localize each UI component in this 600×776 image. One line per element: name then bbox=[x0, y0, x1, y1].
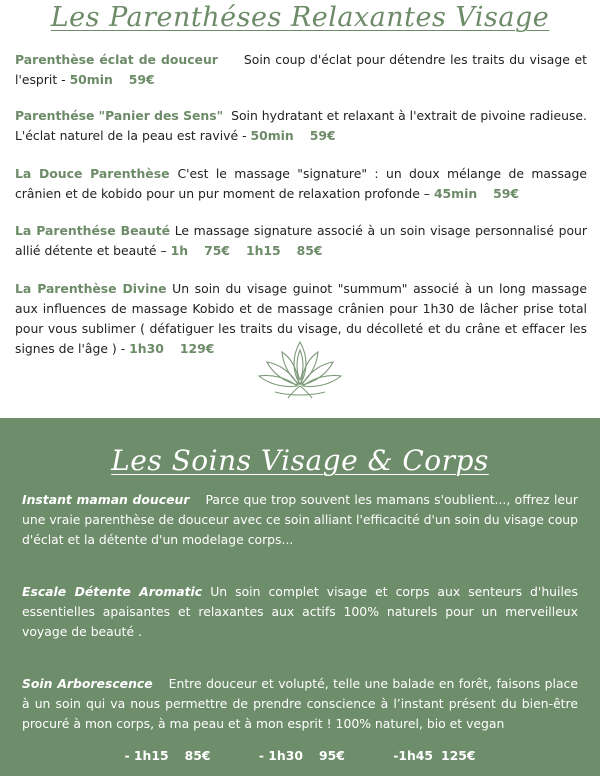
service-name: Parenthése "Panier des Sens" bbox=[15, 108, 224, 123]
service-description: Entre douceur et volupté, telle une balade en forêt, faisons place à un soin qui va nous permettre de prendre conscience à l’instant présent du bien-être procuré à mon corps, à ma peau et à mon esprit ! 100% naturel, bio et vegan bbox=[22, 676, 578, 731]
list-item bbox=[15, 50, 587, 90]
price-list bbox=[0, 748, 600, 763]
service-price: 59€ bbox=[128, 72, 155, 87]
price-duration: - 1h15 bbox=[124, 748, 169, 763]
service-name: Instant maman douceur bbox=[22, 492, 190, 507]
list-item bbox=[15, 106, 587, 146]
service-duration: 45min bbox=[433, 186, 478, 201]
price-amount: 125€ bbox=[441, 748, 476, 763]
service-duration: 1h bbox=[170, 243, 189, 258]
service-name: Soin Arborescence bbox=[22, 676, 153, 691]
service-duration: 1h15 bbox=[245, 243, 281, 258]
service-name: Parenthèse éclat de douceur bbox=[15, 52, 218, 67]
service-name: La Parenthése Beauté bbox=[15, 223, 171, 238]
service-description: Un soin complet visage et corps aux senteurs d'huiles essentielles apaisantes et relaxantes aux actifs 100% naturels pour un merveilleux voyage de beauté . bbox=[22, 584, 578, 639]
service-description: C'est le massage "signature" : un doux mélange de massage crânien et de kobido pour un pur moment de relaxation profonde – bbox=[15, 166, 587, 201]
list-item bbox=[22, 490, 578, 550]
service-duration: 1h30 bbox=[129, 341, 164, 356]
price-option bbox=[393, 748, 475, 763]
list-item bbox=[22, 582, 578, 642]
body-care-section bbox=[0, 418, 600, 776]
service-price: 75€ bbox=[204, 243, 230, 258]
price-option bbox=[259, 748, 345, 763]
list-item bbox=[15, 164, 587, 204]
service-name: La Parenthèse Divine bbox=[15, 281, 167, 296]
service-name: La Douce Parenthèse bbox=[15, 166, 170, 181]
service-description: Soin coup d'éclat pour détendre les traits du visage et l'esprit - bbox=[15, 52, 587, 87]
list-item bbox=[15, 221, 587, 261]
service-name: Escale Détente Aromatic bbox=[22, 584, 203, 599]
price-option bbox=[124, 748, 210, 763]
service-duration: 50min bbox=[250, 128, 294, 143]
lotus-icon bbox=[255, 338, 345, 400]
price-amount: 85€ bbox=[184, 748, 211, 763]
list-item bbox=[22, 674, 578, 734]
service-price: 85€ bbox=[296, 243, 323, 258]
price-amount: 95€ bbox=[318, 748, 345, 763]
service-description: Parce que trop souvent les mamans s'oublient..., offrez leur une vraie parenthèse de douceur avec ce soin alliant l'efficacité d'un soin du visage coup d'éclat et la détente d'un modelage corps... bbox=[22, 492, 578, 547]
service-price: 129€ bbox=[179, 341, 215, 356]
service-description: Un soin du visage guinot "summum" associé à un long massage aux influences de massage Kobido et de massage crânien pour 1h30 de lâcher prise total pour vous sublimer ( défatiguer les traits du visage, du décolleté et du crâne et effacer les signes de l'âge ) - bbox=[15, 281, 587, 356]
section-title-relaxation: Les Parenthéses Relaxantes Visage bbox=[50, 2, 550, 33]
service-price: 59€ bbox=[493, 186, 520, 201]
service-description: Le massage signature associé à un soin visage personnalisé pour allié détente et beauté – bbox=[15, 223, 587, 258]
price-duration: - 1h30 bbox=[258, 748, 303, 763]
service-description: Soin hydratant et relaxant à l'extrait de pivoine radieuse. L'éclat naturel de la peau est ravivé - bbox=[15, 108, 587, 143]
service-price: 59€ bbox=[309, 128, 336, 143]
section-title-body-care: Les Soins Visage & Corps bbox=[111, 444, 489, 477]
service-duration: 50min bbox=[69, 72, 113, 87]
price-duration: -1h45 bbox=[393, 748, 434, 763]
